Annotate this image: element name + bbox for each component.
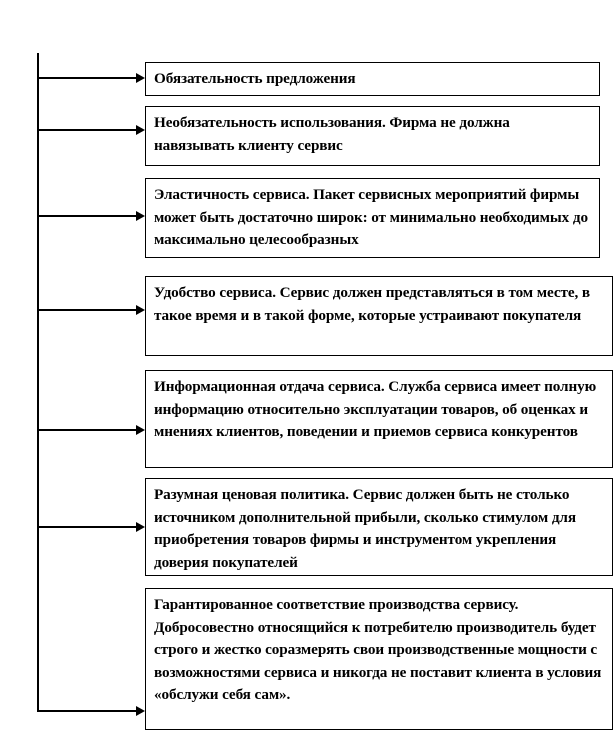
arrow-head-icon [136,305,145,315]
principle-box [145,478,613,576]
principle-text: Необязательность использования. Фирма не должна навязывать клиенту сервис [154,114,510,154]
principle-box [145,276,613,356]
arrow-head-icon [136,125,145,135]
principle-box [145,106,600,166]
connector-line [37,710,137,712]
principle-text: Гарантированное соответствие производства сервису. Добросовестно относящийся к потребителю производитель будет строго и жестко соразмерять свои производственные мощности с возможностями сервиса и никогда не поставит клиента в условия «обслужи себя сам». [154,596,602,703]
principle-text: Обязательность предложения [154,70,356,87]
connector-line [37,309,137,311]
principle-text: Информационная отдача сервиса. Служба сервиса имеет полную информацию относительно эксплуатации товаров, об оценках и мнениях клиентов, поведении и приемов сервиса конкурентов [154,378,597,440]
connector-line [37,129,137,131]
arrow-head-icon [136,522,145,532]
principle-text: Удобство сервиса. Сервис должен представляться в том месте, в такое время и в такой форме, которые устраивают покупателя [154,284,590,324]
principle-box [145,62,600,96]
connector-line [37,429,137,431]
principle-text: Разумная ценовая политика. Сервис должен быть не столько источником дополнительной прибыли, сколько стимулом для приобретения товаров фирмы и инструментом укрепления доверия покупателей [154,486,576,571]
principle-box [145,178,600,258]
principle-text: Эластичность сервиса. Пакет сервисных мероприятий фирмы может быть достаточно широк: от минимально необходимых до максимально целесообразных [154,186,588,248]
connector-line [37,77,137,79]
arrow-head-icon [136,706,145,716]
connector-line [37,526,137,528]
principle-box [145,370,613,468]
arrow-head-icon [136,211,145,221]
connector-line [37,215,137,217]
vertical-spine-line [37,53,39,711]
arrow-head-icon [136,425,145,435]
principle-box [145,588,613,730]
arrow-head-icon [136,73,145,83]
